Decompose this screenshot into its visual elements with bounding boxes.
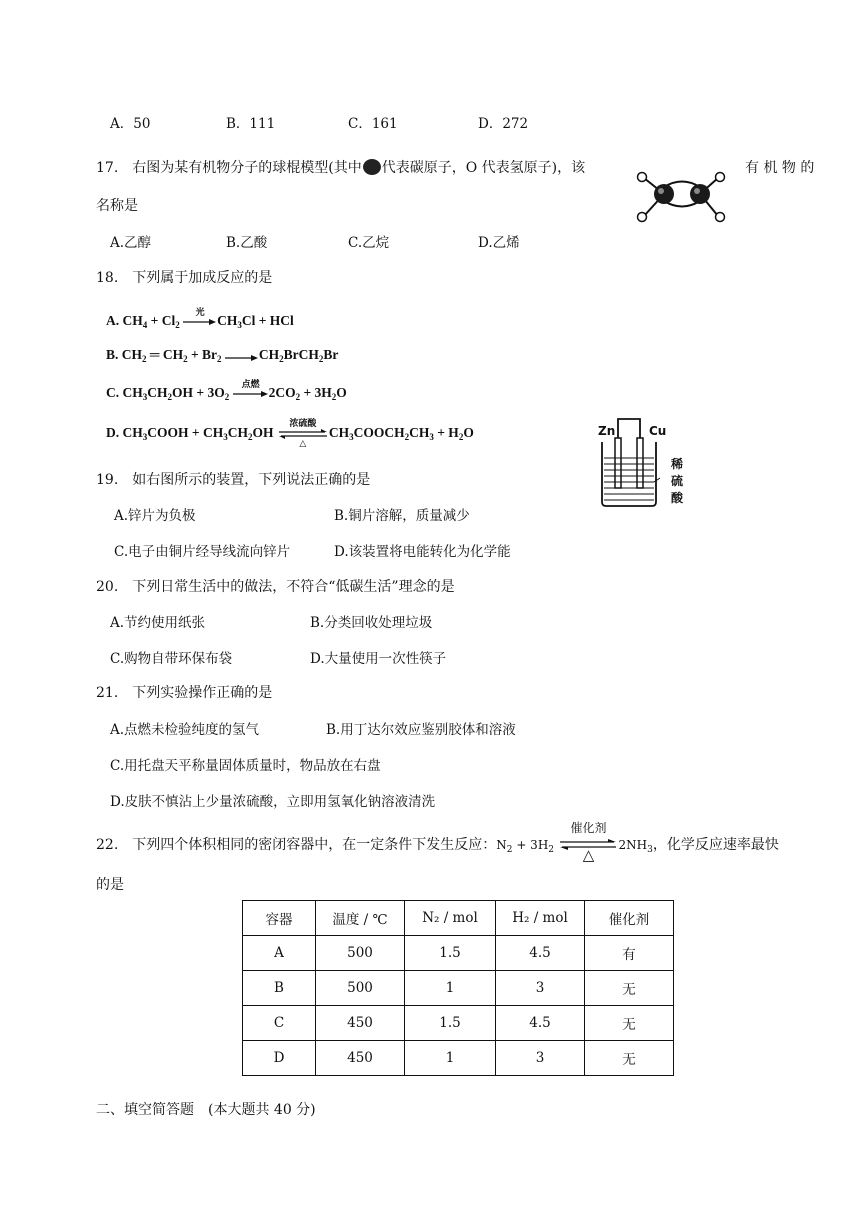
q17-stem-pre: 17. 右图为某有机物分子的球棍模型(其中	[96, 160, 362, 176]
q18-label-a: A.	[106, 313, 120, 328]
table-cell: 4.5	[496, 1006, 585, 1041]
galvanic-cell-figure	[598, 418, 660, 510]
q22-table	[242, 900, 674, 1076]
arrow-icon	[225, 351, 259, 361]
reversible-arrow-icon	[558, 821, 618, 864]
table-cell: 1	[405, 1041, 496, 1076]
table-header-row	[243, 901, 674, 936]
q21-option-a: A.点燃未检验纯度的氢气	[110, 722, 260, 738]
table-cell: 无	[585, 971, 674, 1006]
solution-label-char: 酸	[671, 491, 684, 505]
table-cell: 1	[405, 971, 496, 1006]
solution-label-char: 硫	[671, 474, 684, 488]
q17-stem-right: 有 机 物 的	[745, 160, 815, 176]
q19-option-d: D.该装置将电能转化为化学能	[334, 544, 511, 560]
q18-cond-c: 点燃	[241, 378, 260, 389]
q21-option-c: C.用托盘天平称量固体质量时，物品放在右盘	[110, 758, 381, 774]
q18-equation-a: A. $CH_4 + Cl_2$ 光 $CH_3Cl$ + HCl	[106, 306, 294, 330]
q18-label-b: B.	[106, 347, 119, 362]
q19-stem: 19. 如右图所示的装置，下列说法正确的是	[96, 472, 371, 488]
table-cell: 无	[585, 1006, 674, 1041]
table-row	[243, 1041, 674, 1076]
q16-option-b: B．111	[226, 116, 276, 132]
q22-catalyst-label: 催化剂	[570, 821, 607, 835]
table-cell: 1.5	[405, 936, 496, 971]
q17-option-b: B.乙酸	[226, 235, 268, 251]
q18-equation-d: D. $CH_3COOH + CH_3CH_2OH$ 浓硫酸 △ $CH_3COOCH_2CH_3 + H_2O$	[106, 417, 474, 448]
table-cell: B	[243, 971, 316, 1006]
q21-option-b: B.用丁达尔效应鉴别胶体和溶液	[326, 722, 516, 738]
q19-option-a: A.锌片为负极	[114, 508, 196, 524]
table-cell: 500	[316, 936, 405, 971]
table-cell: 1.5	[405, 1006, 496, 1041]
q18-label-d: D.	[106, 425, 120, 440]
q18-label-c: C.	[106, 385, 120, 400]
q22-stem-line2: 的是	[96, 877, 124, 893]
q20-stem: 20. 下列日常生活中的做法，不符合“低碳生活”理念的是	[96, 579, 455, 595]
arrow-icon	[183, 306, 217, 327]
table-header-cell: H₂ / mol	[496, 901, 585, 936]
q18-equation-c: C. $CH_3CH_2OH + 3O_2$ 点燃 $2CO_2 + 3H_2O$	[106, 378, 347, 402]
table-cell: 3	[496, 971, 585, 1006]
solution-label-char: 稀	[671, 457, 684, 471]
table-row	[243, 936, 674, 971]
table-cell: 450	[316, 1006, 405, 1041]
q17-option-a: A.乙醇	[110, 235, 152, 251]
q22-stem-pre: 22. 下列四个体积相同的密闭容器中，在一定条件下发生反应：	[96, 837, 497, 853]
q20-option-c: C.购物自带环保布袋	[110, 651, 233, 667]
q16-option-c: C．161	[348, 116, 398, 132]
q17-option-d: D.乙烯	[478, 235, 520, 251]
cu-electrode-label: Cu	[649, 424, 667, 438]
table-cell: 450	[316, 1041, 405, 1076]
table-cell: C	[243, 1006, 316, 1041]
table-header-cell: 温度 / ℃	[316, 901, 405, 936]
q22-stem: 22. 下列四个体积相同的密闭容器中，在一定条件下发生反应：$N_2 + 3H_2$ 催化剂 △ $2NH_3$，化学反应速率最快	[96, 821, 779, 864]
arrow-icon	[233, 378, 269, 399]
q21-stem: 21. 下列实验操作正确的是	[96, 685, 273, 701]
table-cell: 有	[585, 936, 674, 971]
q16-option-a: A．50	[110, 116, 151, 132]
section-heading: 二、填空简答题 (本大题共 40 分)	[96, 1102, 316, 1118]
q20-option-d: D.大量使用一次性筷子	[310, 651, 447, 667]
q17-option-c: C.乙烷	[348, 235, 390, 251]
q17-stem	[96, 157, 585, 177]
q17-stem-line2: 名称是	[96, 198, 138, 214]
reversible-arrow-icon	[277, 417, 329, 448]
q19-option-c: C.电子由铜片经导线流向锌片	[114, 544, 291, 560]
table-cell: 3	[496, 1041, 585, 1076]
q18-equation-b: B. $CH_2$ ═ $CH_2 + Br_2$ $CH_2BrCH_2Br$	[106, 347, 339, 364]
q20-option-a: A.节约使用纸张	[110, 615, 206, 631]
ball-stick-model-figure	[630, 168, 730, 230]
q19-option-b: B.铜片溶解，质量减少	[334, 508, 470, 524]
table-cell: D	[243, 1041, 316, 1076]
zn-electrode-label: Zn	[598, 424, 616, 438]
table-row	[243, 1006, 674, 1041]
q18-stem: 18. 下列属于加成反应的是	[96, 270, 273, 286]
q17-stem-mid: 代表碳原子，O 代表氢原子)，该	[381, 160, 586, 176]
dilute-sulfuric-acid-label	[671, 456, 683, 507]
table-cell: 无	[585, 1041, 674, 1076]
table-header-cell: N₂ / mol	[405, 901, 496, 936]
q16-option-d: D．272	[478, 116, 529, 132]
q21-option-d: D.皮肤不慎沾上少量浓硫酸，立即用氢氧化钠溶液清洗	[110, 794, 436, 810]
table-cell: A	[243, 936, 316, 971]
q18-cond-d-top: 浓硫酸	[289, 417, 317, 428]
q22-stem-post: ，化学反应速率最快	[652, 837, 779, 853]
carbon-ball-icon	[363, 159, 381, 175]
q18-cond-a: 光	[195, 306, 205, 317]
table-header-cell: 催化剂	[585, 901, 674, 936]
q18-cond-d-bottom: △	[299, 437, 307, 448]
table-cell: 4.5	[496, 936, 585, 971]
q22-heat-symbol: △	[582, 846, 595, 864]
q20-option-b: B.分类回收处理垃圾	[310, 615, 433, 631]
table-cell: 500	[316, 971, 405, 1006]
table-header-cell: 容器	[243, 901, 316, 936]
table-row	[243, 971, 674, 1006]
